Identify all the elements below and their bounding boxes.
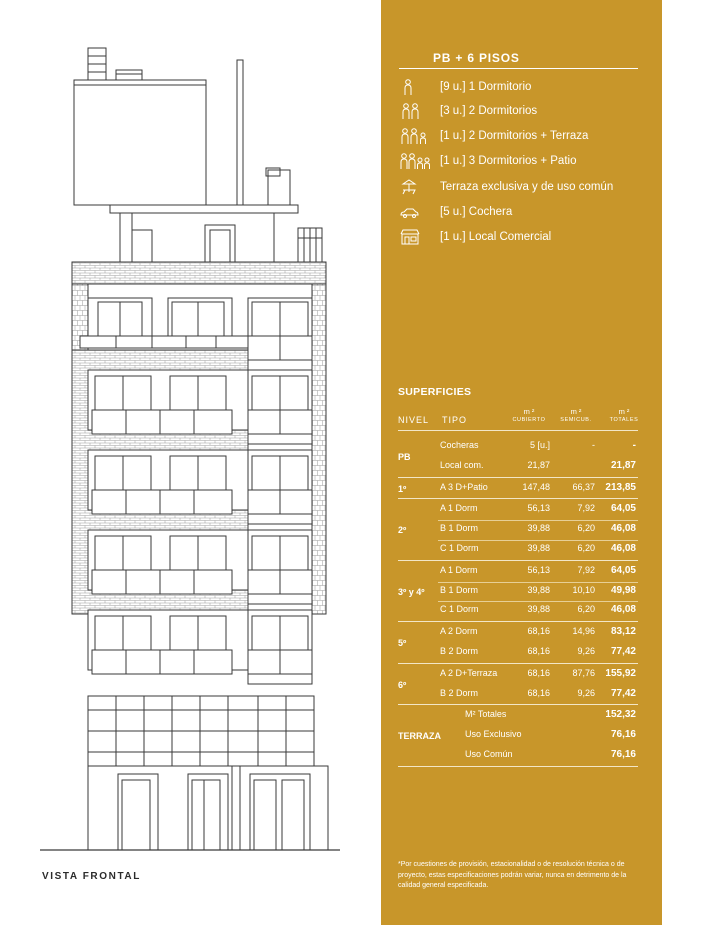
feature-label: [9 u.] 1 Dormitorio <box>440 81 532 93</box>
level-label: 1º <box>398 483 407 494</box>
cell-tipo: Local com. <box>440 459 484 470</box>
feature-label: [1 u.] 3 Dormitorios + Patio <box>440 155 577 167</box>
cell-tipo: C 1 Dorm <box>440 604 479 615</box>
level-divider <box>398 560 638 561</box>
table-row <box>440 523 638 537</box>
table-row <box>440 482 638 496</box>
cell-semi: 6,20 <box>577 543 595 553</box>
table-row <box>440 668 638 682</box>
cell-tipo: A 2 D+Terraza <box>440 667 498 678</box>
level-divider <box>398 477 638 478</box>
cell-tipo: A 2 Dorm <box>440 626 478 637</box>
feature-3-dorm-patio <box>399 151 576 171</box>
cell-cub: 39,88 <box>527 543 550 553</box>
terrace-pergola <box>110 205 298 213</box>
feature-2-dorm <box>399 101 537 121</box>
level-divider <box>398 621 638 622</box>
cell-tipo: B 1 Dorm <box>440 584 479 595</box>
cell-tipo: B 1 Dorm <box>440 523 479 534</box>
header-unit: m ² <box>523 407 535 416</box>
row-divider <box>438 601 638 602</box>
header-cubierto-label: CUBIERTO <box>512 417 546 423</box>
cell-semi: 6,20 <box>577 523 595 534</box>
table-row <box>440 604 638 618</box>
cell-tipo: C 1 Dorm <box>440 543 479 553</box>
shop-icon <box>399 228 435 246</box>
row-divider <box>438 520 638 521</box>
cell-semi: 9,26 <box>577 687 595 698</box>
cell-semi: - <box>592 440 595 450</box>
header-nivel: NIVEL <box>398 415 430 425</box>
level-label: PB <box>398 451 411 462</box>
level-label: 6º <box>398 679 407 690</box>
cell-tot: 76,16 <box>610 749 636 760</box>
cell-tot: - <box>632 440 636 451</box>
roof-parapet <box>72 262 326 284</box>
cell-tot: 46,08 <box>610 604 636 616</box>
table-row <box>440 440 638 454</box>
cell-semi: 7,92 <box>577 564 595 575</box>
cell-tot: 46,08 <box>610 523 636 535</box>
cell-tot: 21,87 <box>610 459 636 471</box>
cell-tot: 213,85 <box>605 481 636 493</box>
table-row <box>440 543 638 557</box>
table-row <box>440 565 638 579</box>
cell-cub: 5 [u.] <box>529 440 550 450</box>
table-row <box>440 626 638 640</box>
floor-module-3 <box>88 530 312 604</box>
table-row <box>440 585 638 599</box>
level-divider <box>398 498 638 499</box>
header-semicub <box>551 407 601 425</box>
cell-cub: 68,16 <box>527 687 550 698</box>
cell-tot: 64,05 <box>610 564 636 576</box>
table-row <box>440 503 638 517</box>
cell-semi: 6,20 <box>577 604 595 615</box>
building-elevation-drawing <box>40 40 340 860</box>
feature-terraza <box>399 177 613 197</box>
cell-tipo: Uso Común <box>465 749 513 759</box>
header-tipo: TIPO <box>442 415 468 425</box>
feature-label: [1 u.] 2 Dormitorios + Terraza <box>440 130 589 142</box>
info-panel <box>381 0 662 925</box>
feature-label: [1 u.] Local Comercial <box>440 231 552 243</box>
cell-cub: 68,16 <box>527 667 550 678</box>
header-divider <box>398 430 638 431</box>
table-row <box>440 729 638 743</box>
superficies-title: SUPERFICIES <box>398 386 472 398</box>
header-cubierto <box>504 407 554 425</box>
level-label: 3º y 4º <box>398 586 425 597</box>
table-row <box>440 460 638 474</box>
header-unit: m ² <box>570 407 582 416</box>
feature-2-dorm-terraza <box>399 126 588 146</box>
vent-pipe <box>237 60 243 205</box>
cell-tipo: Uso Exclusivo <box>465 729 522 740</box>
cell-tot: 83,12 <box>610 626 636 638</box>
table-row <box>440 688 638 702</box>
cell-semi: 9,26 <box>577 646 595 656</box>
cell-tipo: B 2 Dorm <box>440 646 479 656</box>
cell-tot: 77,42 <box>610 646 636 657</box>
cell-tipo: A 1 Dorm <box>440 503 478 514</box>
drawing-caption: VISTA FRONTAL <box>42 871 141 882</box>
row-divider <box>438 540 638 541</box>
level-divider <box>398 663 638 664</box>
level-label: TERRAZA <box>398 731 441 742</box>
header-totales <box>599 407 649 425</box>
floor-module-5 <box>88 370 312 444</box>
cell-tot: 46,08 <box>610 543 636 554</box>
table-row <box>440 709 638 723</box>
two-people-icon <box>399 102 435 120</box>
cell-tot: 77,42 <box>610 687 636 699</box>
row-divider <box>438 582 638 583</box>
cell-cub: 68,16 <box>527 646 550 656</box>
cell-cub: 39,88 <box>527 523 550 534</box>
cell-tipo: B 2 Dorm <box>440 687 479 698</box>
cell-tipo: Cocheras <box>440 440 479 450</box>
cell-tot: 76,16 <box>610 729 636 741</box>
one-person-icon <box>399 78 435 96</box>
cell-cub: 21,87 <box>527 459 550 470</box>
header-unit: m ² <box>618 407 630 416</box>
feature-local <box>399 227 551 247</box>
cell-tot: 155,92 <box>605 667 636 679</box>
feature-1-dorm <box>399 77 531 97</box>
cell-semi: 14,96 <box>572 626 595 637</box>
cell-cub: 147,48 <box>522 481 550 492</box>
cell-semi: 7,92 <box>577 503 595 514</box>
cell-semi: 66,37 <box>572 481 595 492</box>
level-divider <box>398 766 638 767</box>
table-row <box>440 646 638 660</box>
cell-cub: 56,13 <box>527 564 550 575</box>
footnote: *Por cuestiones de provisión, estacionalidad o de resolución técnica o de proyecto, estas especificaciones podrán variar, nunca en detrimento de la calidad general especificada. <box>398 861 627 889</box>
feature-label: [3 u.] 2 Dormitorios <box>440 105 538 117</box>
cell-semi: 10,10 <box>572 584 595 595</box>
cell-cub: 39,88 <box>527 604 550 615</box>
floor-module-2 <box>88 610 312 684</box>
level-divider <box>398 704 638 705</box>
cell-cub: 39,88 <box>527 584 550 595</box>
cell-tot: 152,32 <box>605 709 636 721</box>
cell-semi: 87,76 <box>572 667 595 678</box>
feature-label: Terraza exclusiva y de uso común <box>440 181 614 193</box>
cell-tot: 49,98 <box>610 584 636 596</box>
level-label: 2º <box>398 525 407 536</box>
sun-lounger-icon <box>399 178 435 196</box>
cell-tipo: A 1 Dorm <box>440 564 478 575</box>
cell-cub: 68,16 <box>527 626 550 637</box>
level-label: 5º <box>398 638 407 648</box>
cell-tipo: M² Totales <box>465 709 507 720</box>
cell-tot: 64,05 <box>610 503 636 515</box>
floor-module-4 <box>88 450 312 524</box>
rooftop-tank <box>74 80 206 205</box>
header-totales-label: TOTALES <box>609 417 639 423</box>
feature-label: [5 u.] Cochera <box>440 206 513 218</box>
cell-cub: 56,13 <box>527 503 550 514</box>
header-semicub-label: SEMICUB. <box>560 417 592 423</box>
table-row <box>440 749 638 763</box>
title-divider <box>399 68 638 69</box>
feature-cochera <box>399 202 512 222</box>
three-people-icon <box>399 127 435 145</box>
cell-tipo: A 3 D+Patio <box>440 481 488 492</box>
car-icon <box>399 203 435 221</box>
panel-title: PB + 6 PISOS <box>433 51 520 65</box>
four-people-icon <box>399 152 435 170</box>
